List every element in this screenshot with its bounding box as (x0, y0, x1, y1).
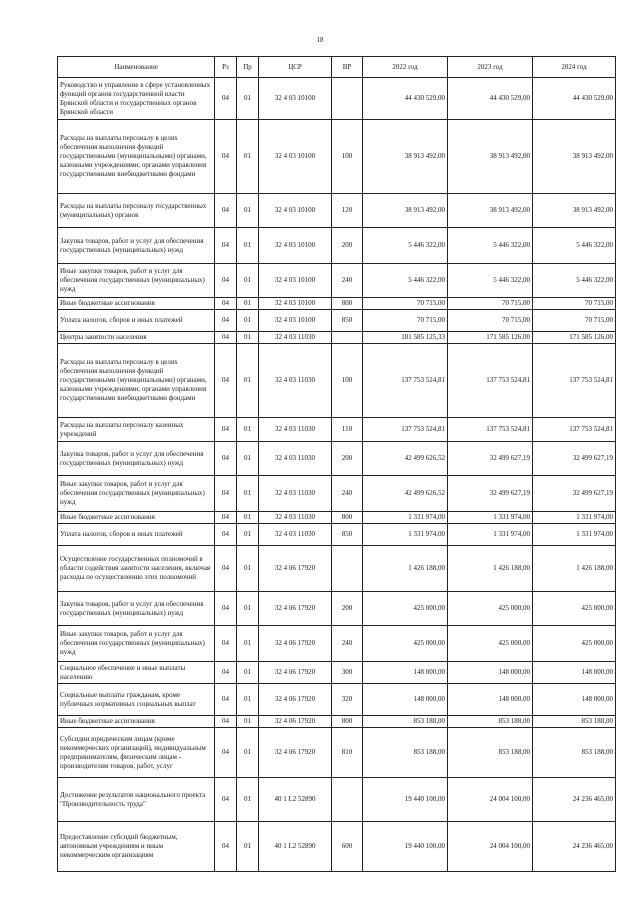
cell-2024: 32 499 627,19 (533, 476, 616, 512)
cell-pr: 01 (237, 662, 259, 684)
cell-name: Закупка товаров, работ и услуг для обеспечения государственных (муниципальных) нужд (58, 592, 215, 626)
cell-rz: 04 (215, 662, 237, 684)
cell-pr: 01 (237, 778, 259, 822)
cell-vr: 850 (332, 524, 363, 546)
cell-2024: 32 499 627,19 (533, 442, 616, 476)
table-row (58, 524, 616, 546)
header-2024: 2024 год (533, 57, 616, 78)
cell-rz: 04 (215, 228, 237, 264)
table-row (58, 442, 616, 476)
cell-2022: 148 000,00 (363, 684, 448, 716)
cell-2023: 171 585 126,00 (448, 332, 533, 344)
cell-2024: 425 000,00 (533, 626, 616, 662)
table-row (58, 684, 616, 716)
table-row (58, 194, 616, 228)
cell-2022: 5 446 322,00 (363, 228, 448, 264)
header-2023: 2023 год (448, 57, 533, 78)
cell-2024: 24 236 465,00 (533, 822, 616, 872)
cell-name: Центры занятости населения (58, 332, 215, 344)
cell-name: Уплата налогов, сборов и иных платежей (58, 524, 215, 546)
cell-rz: 04 (215, 626, 237, 662)
cell-csr: 32 4 03 10100 (259, 298, 332, 310)
cell-2023: 38 913 492,00 (448, 194, 533, 228)
table-row (58, 662, 616, 684)
cell-2022: 1 426 188,00 (363, 546, 448, 592)
cell-name: Субсидии юридическим лицам (кроме некоммерческих организаций), индивидуальным предпринимателям, физическим лицам - производителям товаров, работ, услуг (58, 728, 215, 778)
cell-2024: 148 000,00 (533, 662, 616, 684)
cell-rz: 04 (215, 310, 237, 332)
table-row (58, 778, 616, 822)
cell-2023: 5 446 322,00 (448, 264, 533, 298)
table-body (58, 78, 616, 872)
cell-name: Иные закупки товаров, работ и услуг для обеспечения государственных (муниципальных) нужд (58, 264, 215, 298)
header-csr: ЦСР (259, 57, 332, 78)
cell-csr: 32 4 03 11030 (259, 344, 332, 418)
cell-pr: 01 (237, 344, 259, 418)
cell-2023: 137 753 524,81 (448, 344, 533, 418)
cell-vr: 800 (332, 716, 363, 728)
cell-2023: 148 000,00 (448, 684, 533, 716)
cell-rz: 04 (215, 476, 237, 512)
cell-pr: 01 (237, 310, 259, 332)
cell-pr: 01 (237, 728, 259, 778)
cell-2022: 19 440 100,00 (363, 778, 448, 822)
cell-2024: 137 753 524,81 (533, 418, 616, 442)
cell-pr: 01 (237, 822, 259, 872)
table-row (58, 310, 616, 332)
cell-2022: 42 499 626,52 (363, 476, 448, 512)
budget-table (57, 56, 616, 872)
cell-pr: 01 (237, 332, 259, 344)
cell-2022: 5 446 322,00 (363, 264, 448, 298)
cell-2022: 70 715,00 (363, 298, 448, 310)
cell-pr: 01 (237, 592, 259, 626)
cell-rz: 04 (215, 524, 237, 546)
cell-name: Руководство и управление в сфере установленных функций органов государственной власти Брянской области и государственных органов Брянской области (58, 78, 215, 120)
cell-vr: 240 (332, 476, 363, 512)
cell-pr: 01 (237, 418, 259, 442)
cell-2023: 70 715,00 (448, 310, 533, 332)
cell-vr: 240 (332, 626, 363, 662)
cell-2024: 425 000,00 (533, 592, 616, 626)
header-pr: Пр (237, 57, 259, 78)
cell-rz: 04 (215, 684, 237, 716)
table-row (58, 264, 616, 298)
cell-2023: 853 188,00 (448, 716, 533, 728)
cell-rz: 04 (215, 344, 237, 418)
cell-2022: 70 715,00 (363, 310, 448, 332)
cell-2022: 1 331 974,00 (363, 524, 448, 546)
cell-2023: 24 004 100,00 (448, 778, 533, 822)
cell-rz: 04 (215, 442, 237, 476)
table-row (58, 298, 616, 310)
cell-name: Иные бюджетные ассигнования (58, 716, 215, 728)
table-row (58, 728, 616, 778)
cell-pr: 01 (237, 716, 259, 728)
cell-2023: 44 430 529,00 (448, 78, 533, 120)
cell-name: Расходы на выплаты персоналу казенных учреждений (58, 418, 215, 442)
cell-2023: 1 331 974,00 (448, 524, 533, 546)
cell-2022: 853 188,00 (363, 728, 448, 778)
cell-2024: 137 753 524,81 (533, 344, 616, 418)
cell-csr: 40 1 L2 52890 (259, 822, 332, 872)
cell-pr: 01 (237, 512, 259, 524)
cell-2022: 181 585 125,33 (363, 332, 448, 344)
cell-2024: 5 446 322,00 (533, 264, 616, 298)
cell-name: Расходы на выплаты персоналу в целях обеспечения выполнения функций государственными (муниципальными) органами, казенными учреждениями, органами управления государственными внебюджетными фондами (58, 120, 215, 194)
cell-rz: 04 (215, 120, 237, 194)
cell-2024: 44 430 529,00 (533, 78, 616, 120)
cell-2024: 171 585 126,00 (533, 332, 616, 344)
cell-name: Расходы на выплаты персоналу в целях обеспечения выполнения функций государственными (муниципальными) органами, казенными учреждениями, органами управления государственными внебюджетными фондами (58, 344, 215, 418)
table-row (58, 716, 616, 728)
cell-vr: 100 (332, 344, 363, 418)
page-number: 18 (316, 36, 324, 44)
cell-csr: 32 4 06 17920 (259, 662, 332, 684)
cell-2023: 24 004 100,00 (448, 822, 533, 872)
cell-2023: 137 753 524,81 (448, 418, 533, 442)
cell-vr: 800 (332, 512, 363, 524)
cell-2022: 853 188,00 (363, 716, 448, 728)
cell-2022: 148 000,00 (363, 662, 448, 684)
cell-rz: 04 (215, 728, 237, 778)
cell-csr: 32 4 06 17920 (259, 684, 332, 716)
cell-csr: 32 4 03 11030 (259, 512, 332, 524)
cell-name: Социальное обеспечение и иные выплаты населению (58, 662, 215, 684)
cell-vr (332, 78, 363, 120)
header-rz: Рз (215, 57, 237, 78)
cell-rz: 04 (215, 264, 237, 298)
header-name: Наименование (58, 57, 215, 78)
cell-name: Иные бюджетные ассигнования (58, 512, 215, 524)
cell-name: Достижение результатов национального проекта "Производительность труда" (58, 778, 215, 822)
cell-2024: 70 715,00 (533, 310, 616, 332)
cell-pr: 01 (237, 626, 259, 662)
cell-2022: 42 499 626,52 (363, 442, 448, 476)
cell-pr: 01 (237, 78, 259, 120)
cell-csr: 32 4 03 10100 (259, 194, 332, 228)
cell-csr: 32 4 03 11030 (259, 332, 332, 344)
cell-2024: 38 913 492,00 (533, 120, 616, 194)
cell-pr: 01 (237, 684, 259, 716)
table-row (58, 476, 616, 512)
cell-pr: 01 (237, 476, 259, 512)
cell-2022: 38 913 492,00 (363, 120, 448, 194)
cell-vr (332, 332, 363, 344)
cell-vr (332, 546, 363, 592)
cell-2024: 853 188,00 (533, 716, 616, 728)
cell-vr: 120 (332, 194, 363, 228)
cell-rz: 04 (215, 512, 237, 524)
cell-vr: 600 (332, 822, 363, 872)
cell-name: Расходы на выплаты персоналу государственных (муниципальных) органов (58, 194, 215, 228)
cell-2023: 425 000,00 (448, 592, 533, 626)
cell-2023: 1 331 974,00 (448, 512, 533, 524)
cell-vr: 110 (332, 418, 363, 442)
cell-rz: 04 (215, 78, 237, 120)
cell-csr: 32 4 03 11030 (259, 418, 332, 442)
cell-2024: 148 000,00 (533, 684, 616, 716)
table-row (58, 822, 616, 872)
cell-2023: 70 715,00 (448, 298, 533, 310)
cell-rz: 04 (215, 822, 237, 872)
cell-2024: 5 446 322,00 (533, 228, 616, 264)
table-row (58, 120, 616, 194)
cell-name: Закупка товаров, работ и услуг для обеспечения государственных (муниципальных) нужд (58, 442, 215, 476)
cell-2022: 137 753 524,81 (363, 344, 448, 418)
cell-2022: 137 753 524,81 (363, 418, 448, 442)
cell-name: Уплата налогов, сборов и иных платежей (58, 310, 215, 332)
cell-2023: 5 446 322,00 (448, 228, 533, 264)
cell-2023: 853 188,00 (448, 728, 533, 778)
table-row (58, 228, 616, 264)
cell-vr: 300 (332, 662, 363, 684)
table-row (58, 592, 616, 626)
cell-rz: 04 (215, 778, 237, 822)
cell-name: Иные бюджетные ассигнования (58, 298, 215, 310)
cell-vr: 810 (332, 728, 363, 778)
cell-csr: 32 4 03 11030 (259, 442, 332, 476)
cell-vr: 800 (332, 298, 363, 310)
cell-2024: 1 426 188,00 (533, 546, 616, 592)
cell-rz: 04 (215, 194, 237, 228)
cell-pr: 01 (237, 524, 259, 546)
cell-2024: 853 188,00 (533, 728, 616, 778)
cell-vr: 100 (332, 120, 363, 194)
cell-rz: 04 (215, 332, 237, 344)
cell-csr: 32 4 03 11030 (259, 524, 332, 546)
cell-2024: 38 913 492,00 (533, 194, 616, 228)
cell-pr: 01 (237, 298, 259, 310)
cell-pr: 01 (237, 442, 259, 476)
cell-csr: 32 4 03 10100 (259, 78, 332, 120)
header-vr: ВР (332, 57, 363, 78)
cell-csr: 40 1 L2 52890 (259, 778, 332, 822)
cell-vr: 320 (332, 684, 363, 716)
cell-name: Иные закупки товаров, работ и услуг для обеспечения государственных (муниципальных) нужд (58, 476, 215, 512)
table-row (58, 418, 616, 442)
cell-rz: 04 (215, 418, 237, 442)
cell-pr: 01 (237, 194, 259, 228)
header-2022: 2022 год (363, 57, 448, 78)
cell-vr: 850 (332, 310, 363, 332)
table-row (58, 344, 616, 418)
cell-csr: 32 4 06 17920 (259, 592, 332, 626)
cell-name: Социальные выплаты гражданам, кроме публичных нормативных социальных выплат (58, 684, 215, 716)
cell-2024: 1 331 974,00 (533, 524, 616, 546)
cell-2022: 44 430 529,00 (363, 78, 448, 120)
table-row (58, 332, 616, 344)
cell-2022: 1 331 974,00 (363, 512, 448, 524)
cell-pr: 01 (237, 264, 259, 298)
cell-2022: 425 000,00 (363, 626, 448, 662)
cell-2022: 425 000,00 (363, 592, 448, 626)
cell-vr: 240 (332, 264, 363, 298)
cell-csr: 32 4 03 10100 (259, 310, 332, 332)
cell-2023: 32 499 627,19 (448, 476, 533, 512)
cell-2024: 24 236 465,00 (533, 778, 616, 822)
cell-2023: 1 426 188,00 (448, 546, 533, 592)
cell-name: Иные закупки товаров, работ и услуг для обеспечения государственных (муниципальных) нужд (58, 626, 215, 662)
table-row (58, 78, 616, 120)
cell-csr: 32 4 03 10100 (259, 228, 332, 264)
cell-pr: 01 (237, 228, 259, 264)
cell-vr (332, 778, 363, 822)
cell-csr: 32 4 03 11030 (259, 476, 332, 512)
cell-csr: 32 4 06 17920 (259, 716, 332, 728)
cell-csr: 32 4 03 10100 (259, 120, 332, 194)
cell-csr: 32 4 06 17920 (259, 546, 332, 592)
cell-rz: 04 (215, 592, 237, 626)
cell-csr: 32 4 06 17920 (259, 626, 332, 662)
cell-name: Закупка товаров, работ и услуг для обеспечения государственных (муниципальных) нужд (58, 228, 215, 264)
cell-rz: 04 (215, 298, 237, 310)
cell-pr: 01 (237, 120, 259, 194)
cell-2024: 1 331 974,00 (533, 512, 616, 524)
cell-pr: 01 (237, 546, 259, 592)
cell-csr: 32 4 06 17920 (259, 728, 332, 778)
cell-2023: 32 499 627,19 (448, 442, 533, 476)
cell-rz: 04 (215, 546, 237, 592)
cell-2023: 38 913 492,00 (448, 120, 533, 194)
table-row (58, 626, 616, 662)
cell-2022: 19 440 100,00 (363, 822, 448, 872)
cell-2022: 38 913 492,00 (363, 194, 448, 228)
cell-2023: 425 000,00 (448, 626, 533, 662)
cell-vr: 200 (332, 228, 363, 264)
table-row (58, 546, 616, 592)
table-header-row (58, 57, 616, 78)
cell-2024: 70 715,00 (533, 298, 616, 310)
table-row (58, 512, 616, 524)
cell-vr: 200 (332, 442, 363, 476)
cell-rz: 04 (215, 716, 237, 728)
cell-csr: 32 4 03 10100 (259, 264, 332, 298)
cell-vr: 200 (332, 592, 363, 626)
cell-name: Осуществление государственных полномочий в области содействия занятости населения, включая расходы по осуществлению этих полномочий (58, 546, 215, 592)
cell-name: Предоставление субсидий бюджетным, автономным учреждениям и иным некоммерческим организациям (58, 822, 215, 872)
cell-2023: 148 000,00 (448, 662, 533, 684)
